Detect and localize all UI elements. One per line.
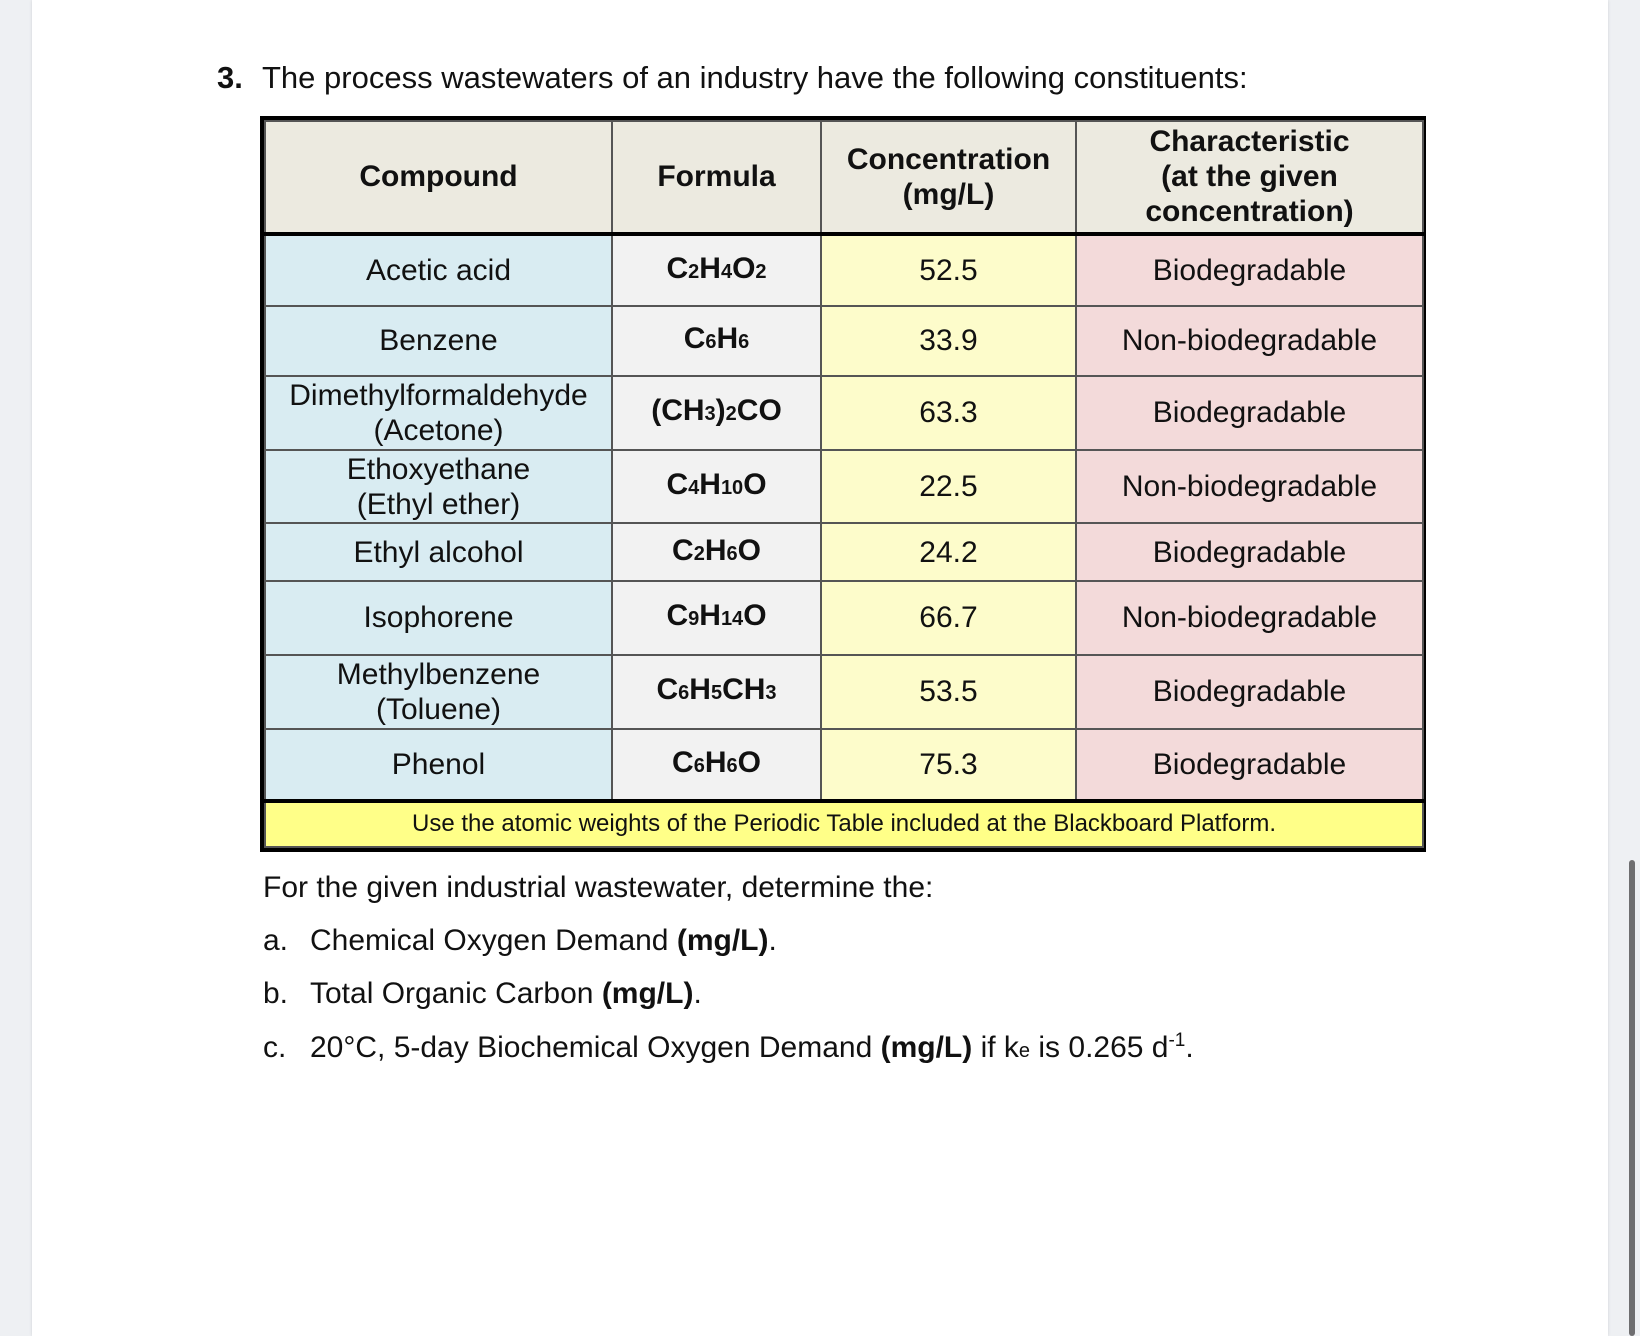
characteristic-cell: Non-biodegradable [1076, 581, 1423, 655]
concentration-cell: 66.7 [821, 581, 1076, 655]
question-heading [217, 60, 1248, 96]
characteristic-cell: Biodegradable [1076, 234, 1423, 306]
instructions-intro: For the given industrial wastewater, determine the: [263, 871, 934, 904]
formula-cell: C2H6O [612, 523, 821, 581]
compound-cell: Acetic acid [265, 234, 612, 306]
formula-cell: C6H5CH3 [612, 655, 821, 729]
characteristic-cell: Non-biodegradable [1076, 450, 1423, 524]
concentration-cell: 53.5 [821, 655, 1076, 729]
table-body [265, 234, 1423, 801]
formula-cell: C4H10O [612, 450, 821, 524]
vertical-scrollbar[interactable] [1629, 860, 1635, 1336]
table-row [265, 306, 1423, 376]
characteristic-cell: Biodegradable [1076, 523, 1423, 581]
table-row [265, 523, 1423, 581]
table-row [265, 581, 1423, 655]
list-item: a. Chemical Oxygen Demand (mg/L). [263, 924, 777, 957]
table-note-row [265, 801, 1423, 847]
question-text: The process wastewaters of an industry have the following constituents: [262, 60, 1248, 95]
list-item: b. Total Organic Carbon (mg/L). [263, 977, 702, 1010]
table-row [265, 376, 1423, 450]
compound-cell: Phenol [265, 729, 612, 801]
formula-cell: C6H6 [612, 306, 821, 376]
concentration-cell: 52.5 [821, 234, 1076, 306]
table-row [265, 234, 1423, 306]
instructions-list [263, 924, 1194, 1083]
concentration-cell: 24.2 [821, 523, 1076, 581]
question-number: 3. [217, 60, 243, 95]
header-characteristic: Characteristic (at the given concentration) [1076, 121, 1423, 234]
formula-cell: (CH3)2CO [612, 376, 821, 450]
compound-cell: Benzene [265, 306, 612, 376]
compound-cell: Ethyl alcohol [265, 523, 612, 581]
list-item: c. 20°C, 5-day Biochemical Oxygen Demand (mg/L) if ke is 0.265 $d^{-1}$. [263, 1030, 1194, 1064]
table-header-row [265, 121, 1423, 234]
header-formula: Formula [612, 121, 821, 234]
header-compound: Compound [265, 121, 612, 234]
table-row [265, 450, 1423, 524]
formula-cell: C2H4O2 [612, 234, 821, 306]
formula-cell: C9H14O [612, 581, 821, 655]
characteristic-cell: Biodegradable [1076, 376, 1423, 450]
characteristic-cell: Biodegradable [1076, 729, 1423, 801]
table-row [265, 655, 1423, 729]
concentration-cell: 75.3 [821, 729, 1076, 801]
header-concentration: Concentration (mg/L) [821, 121, 1076, 234]
formula-cell: C6H6O [612, 729, 821, 801]
table-note: Use the atomic weights of the Periodic Table included at the Blackboard Platform. [265, 801, 1423, 847]
concentration-cell: 63.3 [821, 376, 1076, 450]
concentration-cell: 22.5 [821, 450, 1076, 524]
table-row [265, 729, 1423, 801]
compound-cell: Methylbenzene (Toluene) [265, 655, 612, 729]
constituents-table [260, 116, 1426, 852]
compound-cell: Ethoxyethane (Ethyl ether) [265, 450, 612, 524]
compound-cell: Isophorene [265, 581, 612, 655]
compound-cell: Dimethylformaldehyde (Acetone) [265, 376, 612, 450]
characteristic-cell: Non-biodegradable [1076, 306, 1423, 376]
concentration-cell: 33.9 [821, 306, 1076, 376]
characteristic-cell: Biodegradable [1076, 655, 1423, 729]
